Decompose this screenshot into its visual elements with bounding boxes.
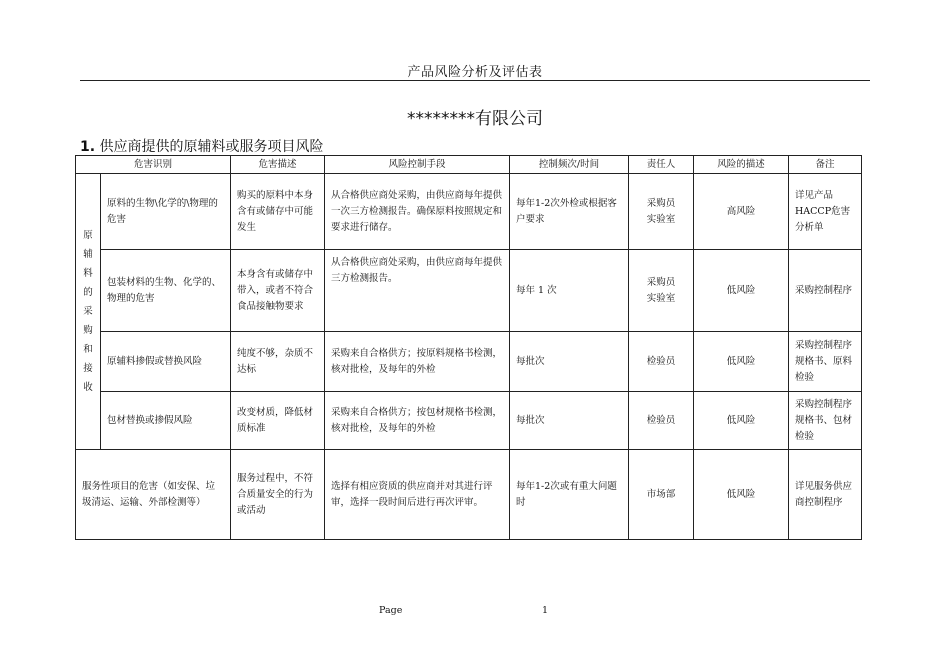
remark-cell: 详见产品HACCP危害分析单 [789, 174, 862, 250]
header-divider [80, 80, 870, 81]
control-cell: 从合格供应商处采购，由供应商每年提供一次三方检测报告。确保原料按照规定和要求进行储存。 [325, 174, 510, 250]
table-header-row [76, 156, 862, 174]
frequency-cell: 每批次 [510, 332, 629, 392]
owner-cell: 市场部 [629, 450, 694, 540]
owner-cell: 检验员 [629, 392, 694, 450]
risk-table [75, 155, 862, 540]
frequency-cell: 每年1-2次外检或根据客户要求 [510, 174, 629, 250]
column-header: 风险控制手段 [325, 156, 510, 174]
table-row [76, 450, 862, 540]
owner-cell: 检验员 [629, 332, 694, 392]
footer-page-label: Page [379, 605, 403, 616]
remark-cell: 采购控制程序 规格书、包材检验 [789, 392, 862, 450]
owner-cell: 采购员 实验室 [629, 174, 694, 250]
table-row [76, 250, 862, 332]
hazard-cell: 原辅料掺假或替换风险 [101, 332, 231, 392]
description-cell: 本身含有或储存中带入，或者不符合食品接触物要求 [231, 250, 325, 332]
remark-cell: 详见服务供应商控制程序 [789, 450, 862, 540]
table-row [76, 332, 862, 392]
page-header-title: 产品风险分析及评估表 [407, 65, 543, 80]
column-header: 备注 [789, 156, 862, 174]
description-cell: 纯度不够，杂质不达标 [231, 332, 325, 392]
risk-cell: 低风险 [694, 250, 789, 332]
table-row [76, 174, 862, 250]
column-header: 责任人 [629, 156, 694, 174]
description-cell: 购买的原料中本身含有或储存中可能发生 [231, 174, 325, 250]
control-cell: 选择有相应资质的供应商并对其进行评审，选择一段时间后进行再次评审。 [325, 450, 510, 540]
owner-cell: 采购员 实验室 [629, 250, 694, 332]
hazard-cell: 服务性项目的危害（如安保、垃圾清运、运输、外部检测等） [76, 450, 231, 540]
hazard-cell: 包材替换或掺假风险 [101, 392, 231, 450]
remark-cell: 采购控制程序 规格书、原料检验 [789, 332, 862, 392]
frequency-cell: 每年 1 次 [510, 250, 629, 332]
control-cell: 从合格供应商处采购，由供应商每年提供三方检测报告。 [325, 250, 510, 332]
column-header: 风险的描述 [694, 156, 789, 174]
risk-cell: 低风险 [694, 392, 789, 450]
risk-cell: 低风险 [694, 450, 789, 540]
section-number: 1. [80, 139, 96, 155]
risk-cell: 高风险 [694, 174, 789, 250]
remark-cell: 采购控制程序 [789, 250, 862, 332]
control-cell: 采购来自合格供方；按包材规格书检测，核对批检，及每年的外检 [325, 392, 510, 450]
description-cell: 改变材质，降低材质标准 [231, 392, 325, 450]
frequency-cell: 每年1-2次或有重大问题时 [510, 450, 629, 540]
table-row [76, 392, 862, 450]
column-header: 危害描述 [231, 156, 325, 174]
hazard-cell: 包装材料的生物、化学的、物理的危害 [101, 250, 231, 332]
frequency-cell: 每批次 [510, 392, 629, 450]
control-cell: 采购来自合格供方；按原料规格书检测，核对批检，及每年的外检 [325, 332, 510, 392]
footer-page-number: 1 [542, 605, 549, 616]
risk-cell: 低风险 [694, 332, 789, 392]
company-name: ********有限公司 [407, 109, 543, 129]
section-title-text: 供应商提供的原辅料或服务项目风险 [99, 139, 324, 155]
column-header: 危害识别 [76, 156, 231, 174]
category-cell: 原 辅 料 的 采 购 和 接 收 [76, 174, 101, 450]
column-header: 控制频次/时间 [510, 156, 629, 174]
section-title [80, 136, 324, 156]
hazard-cell: 原料的生物\化学的\物理的危害 [101, 174, 231, 250]
description-cell: 服务过程中，不符合质量安全的行为或活动 [231, 450, 325, 540]
